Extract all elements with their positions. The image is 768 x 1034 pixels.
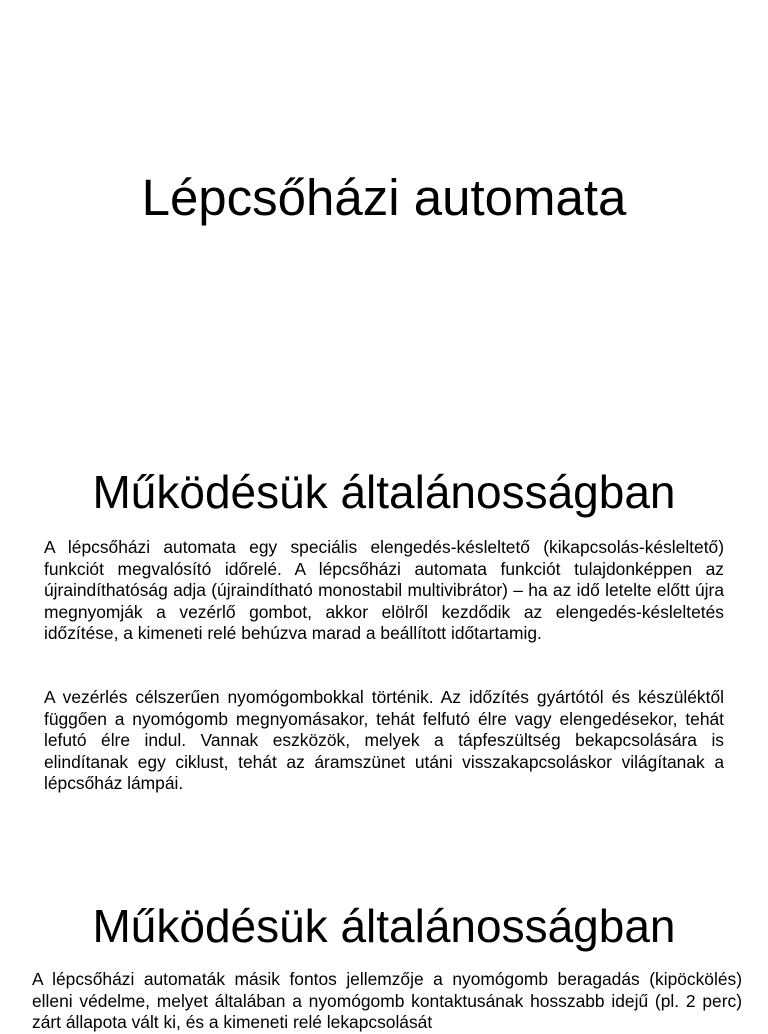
- section2-paragraph-1: A lépcsőházi automaták másik fontos jellemzője a nyomógomb beragadás (kipöckölés) elleni védelme, melyet általában a nyomógomb kontaktusának hosszabb idejű (pl. 2 perc) zárt állapota vált ki, és a kimeneti relé lekapcsolását: [32, 969, 742, 1032]
- section1-paragraph-1: A lépcsőházi automata egy speciális elengedés-késleltető (kikapcsolás-késleltető) funkciót megvalósító időrelé. A lépcsőházi automata funkciót tulajdonképpen az újraindíthatóság adja (újraindítható monostabil multivibrátor) – ha az idő letelte előtt újra megnyomják a vezérlő gombot, akkor elölről kezdődik az elengedés-késleltetés időzítése, a kimeneti relé behúzva marad a beállított időtartamig.: [44, 537, 724, 643]
- section-heading-1: Működésük általánosságban: [92, 466, 676, 518]
- slide-title: Lépcsőházi automata: [141, 169, 627, 226]
- section-heading-2: Működésük általánosságban: [92, 900, 676, 952]
- section1-paragraph-2: A vezérlés célszerűen nyomógombokkal történik. Az időzítés gyártótól és készüléktől függően a nyomógomb megnyomásakor, tehát felfutó élre vagy elengedésekor, tehát lefutó élre indul. Vannak eszközök, melyek a tápfeszültség bekapcsolására is elindítanak egy ciklust, tehát az áramszünet utáni visszakapcsoláskor világítanak a lépcsőház lámpái.: [44, 687, 724, 793]
